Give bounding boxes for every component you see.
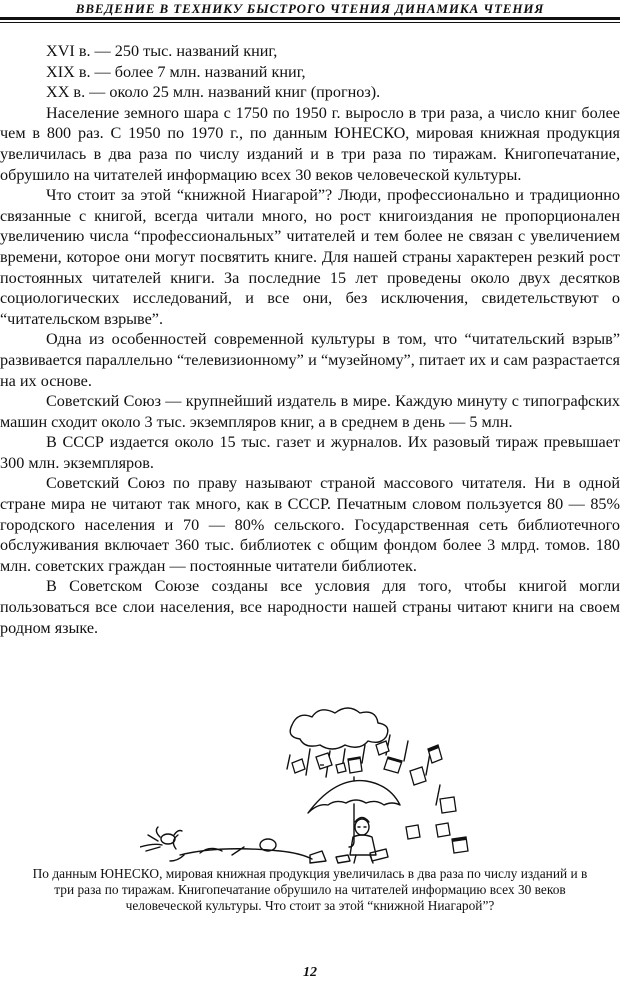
paragraph: Советский Союз — крупнейший издатель в мире. Каждую минуту с типографских машин сходит около 3 тыс. экземпляров книг, а в среднем в день — 5 млн.	[0, 392, 620, 431]
list-item: XVI в. — 250 тыс. названий книг,	[46, 42, 278, 60]
paragraph: Что стоит за этой “книжной Ниагарой”? Люди, профессионально и традиционно связанные с книгой, всегда читали много, но рост книгоиздания не пропорционален увеличению числа “профессиональных” читателей и тем более не связан с увеличением времени, которое они могут посвятить книге. Для нашей страны характерен резкий рост постоянных читателей книги. За последние 15 лет проведены около двух десятков социологических исследований, и все они, без исключения, свидетельствуют о “читательском взрыве”.	[0, 186, 620, 328]
list-item: XX в. — около 25 млн. названий книг (прогноз).	[46, 83, 381, 102]
cartoon-drawing	[140, 705, 480, 865]
header-title: ВВЕДЕНИЕ В ТЕХНИКУ БЫСТРОГО ЧТЕНИЯ ДИНАМИКА ЧТЕНИЯ	[75, 1, 545, 16]
header-rule-thin	[0, 22, 620, 23]
paragraph: Одна из особенностей современной культуры в том, что “читательский взрыв” развивается параллельно “телевизионному” и “музейному”, питает их и сам разрастается на их основе.	[0, 330, 620, 390]
list-item: XIX в. — более 7 млн. названий книг,	[46, 62, 306, 81]
body-text	[0, 41, 620, 638]
running-header	[0, 0, 620, 21]
header-rule-thick	[0, 17, 620, 20]
page-number: 12	[303, 965, 317, 980]
figure-caption: По данным ЮНЕСКО, мировая книжная продукция увеличилась в два раза по числу изданий и в три раза по тиражам. Книгопечатание обрушило на читателей информацию всех 30 веков человеческой культуры. Что стоит за этой “книжной Ниагарой”?	[32, 866, 588, 914]
book-rain-illustration	[140, 705, 480, 865]
paragraph: В СССР издается около 15 тыс. газет и журналов. Их разовый тираж превышает 300 млн. экземпляров.	[0, 433, 620, 472]
paragraph: Население земного шара с 1750 по 1950 г. выросло в три раза, а число книг более чем в 800 раз. С 1950 по 1970 г., по данным ЮНЕСКО, мировая книжная продукция увеличилась в два раза по числу изданий и в три раза по тиражам. Книгопечатание, обрушило на читателей информацию всех 30 веков человеческой культуры.	[0, 103, 620, 184]
paragraph: В Советском Союзе созданы все условия для того, чтобы книгой могли пользоваться все слои населения, все народности нашей страны читают книги на своем родном языке.	[0, 577, 620, 637]
paragraph: Советский Союз по праву называют страной массового читателя. Ни в одной стране мира не читают так много, как в СССР. Печатным словом пользуется 80 — 85% городского населения и 70 — 80% сельского. Государственная сеть библиотечного обслуживания включает 360 тыс. библиотек с общим фондом более 3 млрд. томов. 180 млн. советских граждан — постоянные читатели библиотек.	[0, 474, 620, 575]
